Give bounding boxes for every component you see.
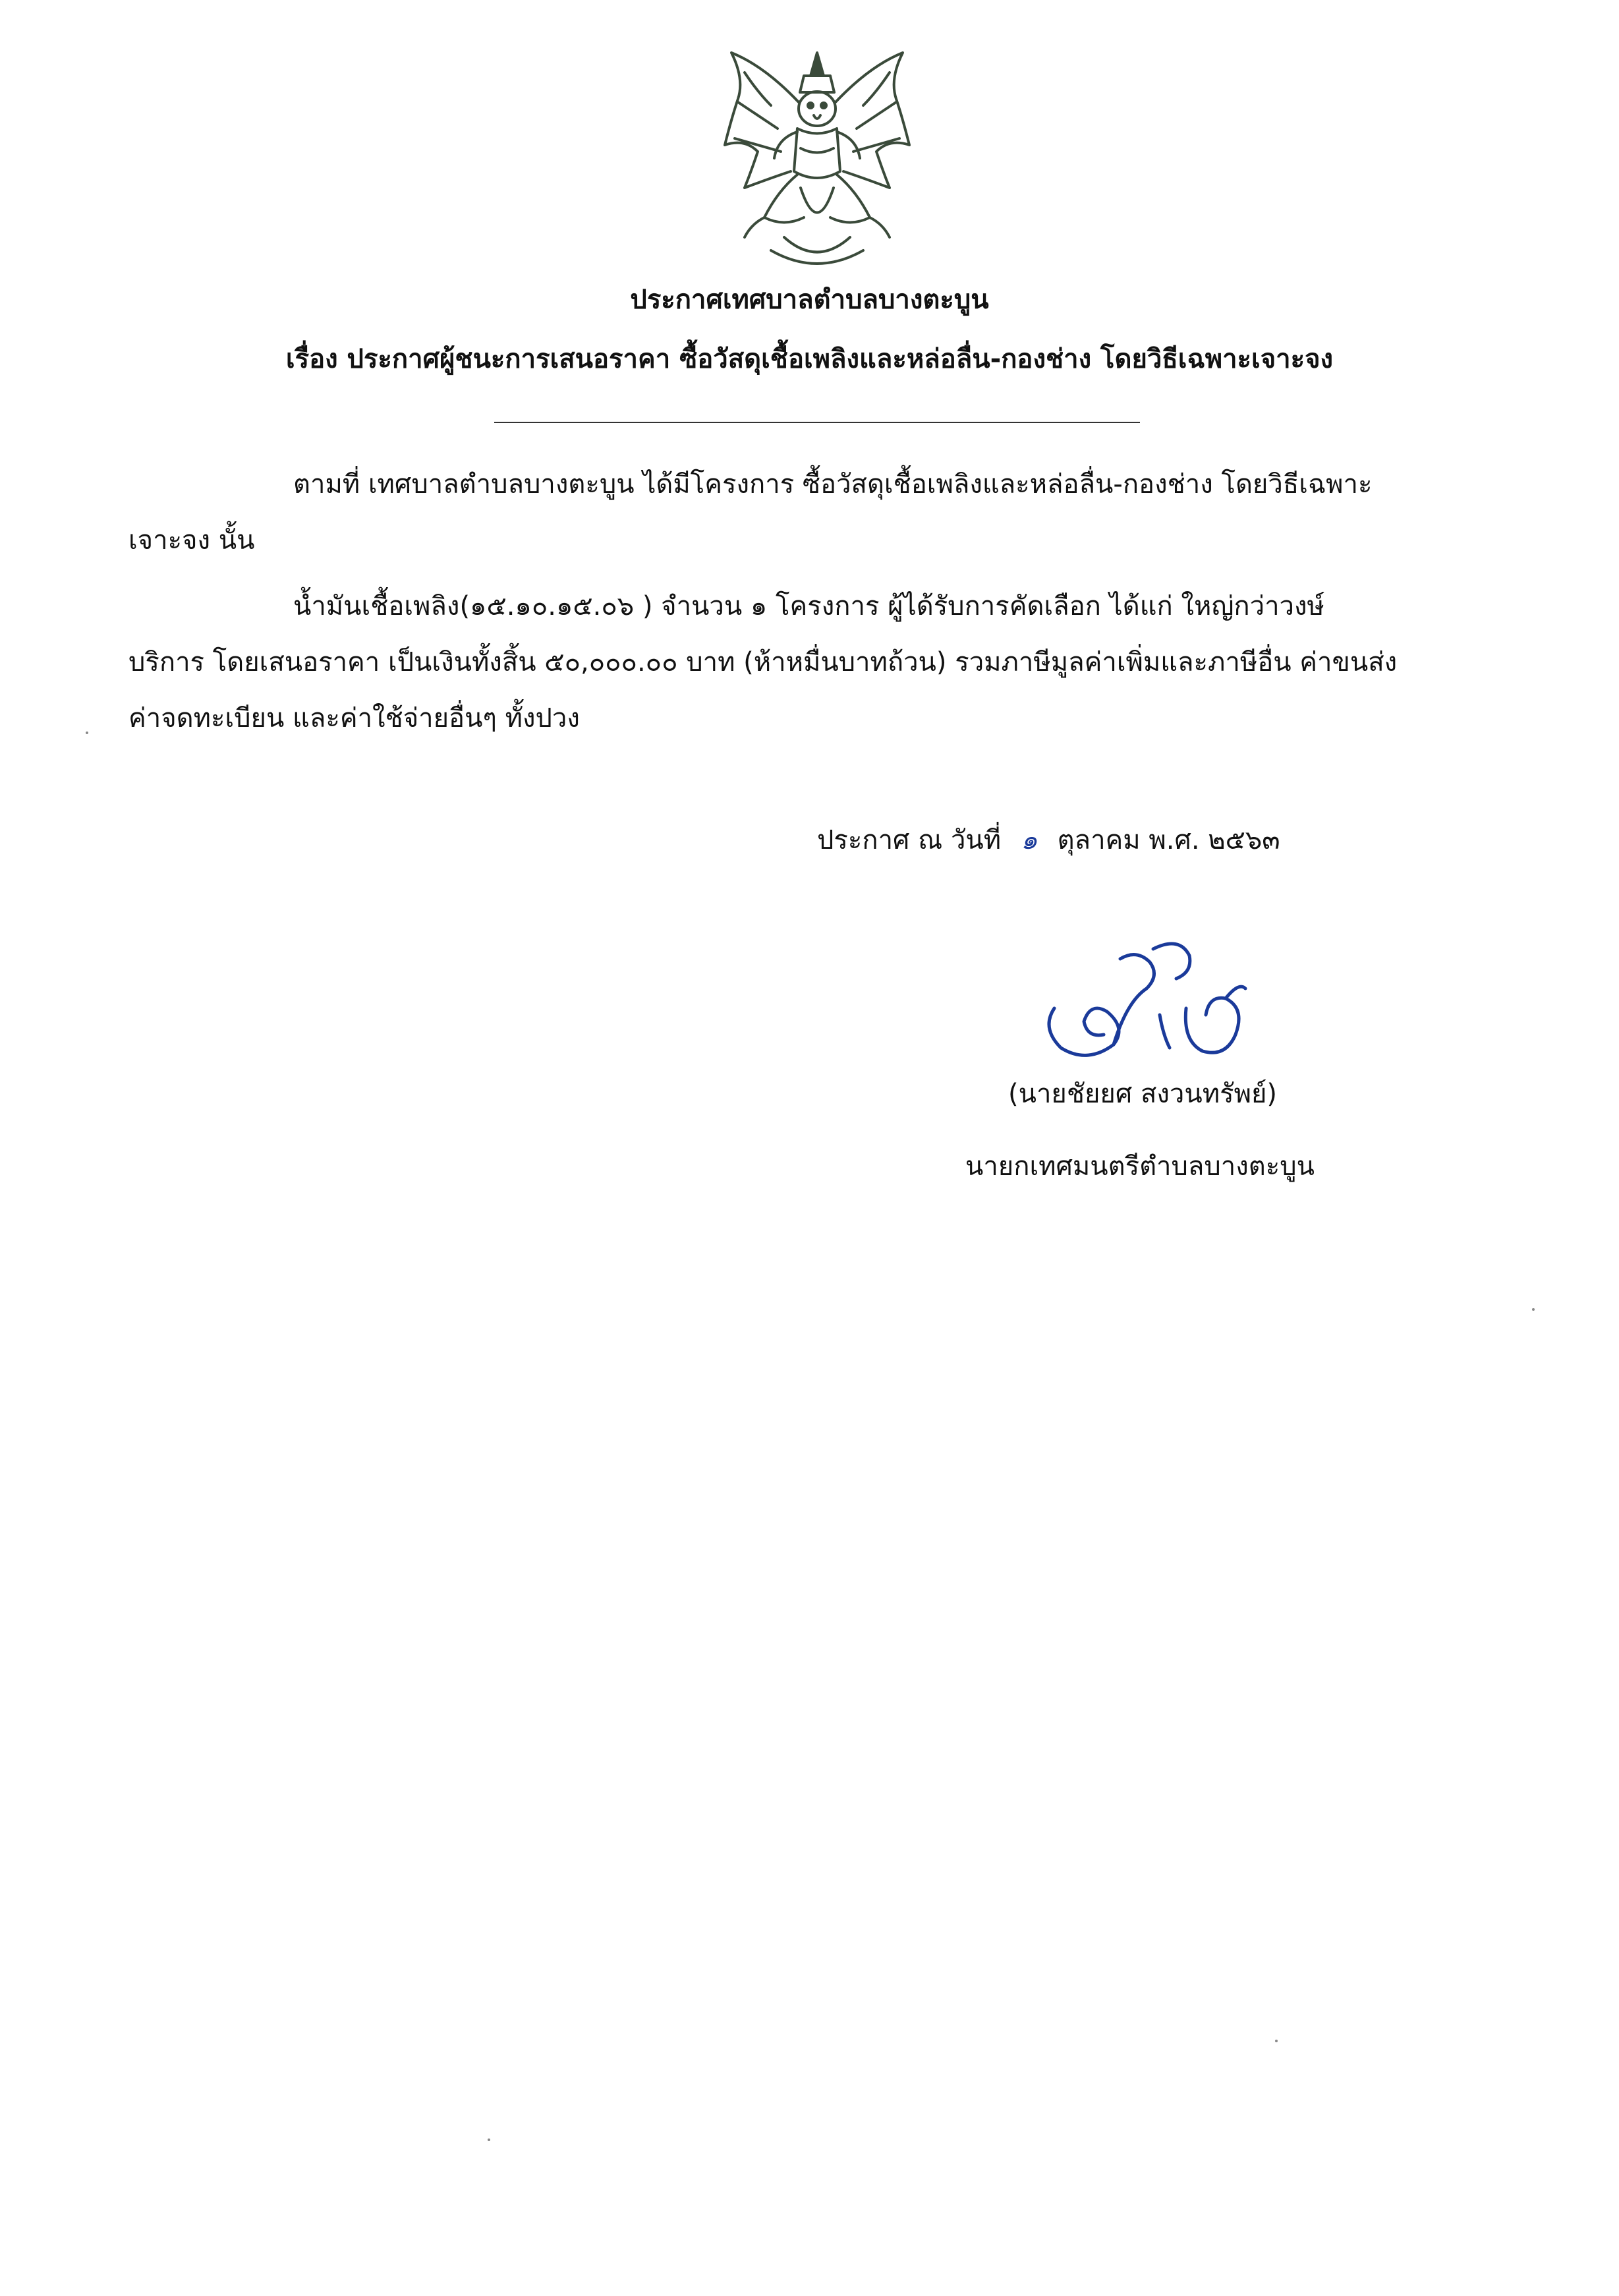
announcement-date: [817, 820, 1280, 860]
paragraph2-line2: บริการ โดยเสนอราคา เป็นเงินทั้งสิ้น ๕๐,๐๐๐.๐๐ บาท (ห้าหมื่นบาทถ้วน) รวมภาษีมูลค่าเพิ่มและภาษีอื่น ค่าขนส่ง: [128, 647, 1398, 677]
scan-speck: [1532, 1308, 1535, 1311]
date-day: ๑: [1021, 825, 1038, 855]
signature-icon: [1028, 923, 1278, 1074]
announcement-subject: เรื่อง ประกาศผู้ชนะการเสนอราคา ซื้อวัสดุเชื้อเพลิงและหล่อลื่น-กองช่าง โดยวิธีเฉพาะเจาะจง: [285, 344, 1334, 374]
date-prefix: ประกาศ ณ วันที่: [817, 825, 1002, 855]
paragraph1-line2: เจาะจง นั้น: [128, 525, 255, 556]
paragraph2-line3: ค่าจดทะเบียน และค่าใช้จ่ายอื่นๆ ทั้งปวง: [128, 703, 580, 733]
paragraph1-line1: ตามที่ เทศบาลตำบลบางตะบูน ได้มีโครงการ ซื้อวัสดุเชื้อเพลิงและหล่อลื่น-กองช่าง โดยวิธีเฉพาะ: [293, 469, 1373, 500]
announcement-title: ประกาศเทศบาลตำบลบางตะบูน: [630, 285, 989, 315]
scan-speck: [1275, 2040, 1278, 2042]
garuda-emblem-icon: [705, 40, 929, 277]
title-divider: [494, 422, 1140, 423]
scan-speck: [86, 732, 88, 734]
signer-name: (นายชัยยศ สงวนทรัพย์): [1008, 1079, 1277, 1109]
paragraph2-line1: น้ำมันเชื้อเพลิง(๑๕.๑๐.๑๕.๐๖ ) จำนวน ๑ โครงการ ผู้ได้รับการคัดเลือก ได้แก่ ใหญ่กว่าวงษ์: [293, 591, 1324, 621]
scan-speck: [488, 2138, 490, 2141]
signer-position: นายกเทศมนตรีตำบลบางตะบูน: [965, 1151, 1315, 1182]
date-suffix: ตุลาคม พ.ศ. ๒๕๖๓: [1057, 825, 1280, 855]
